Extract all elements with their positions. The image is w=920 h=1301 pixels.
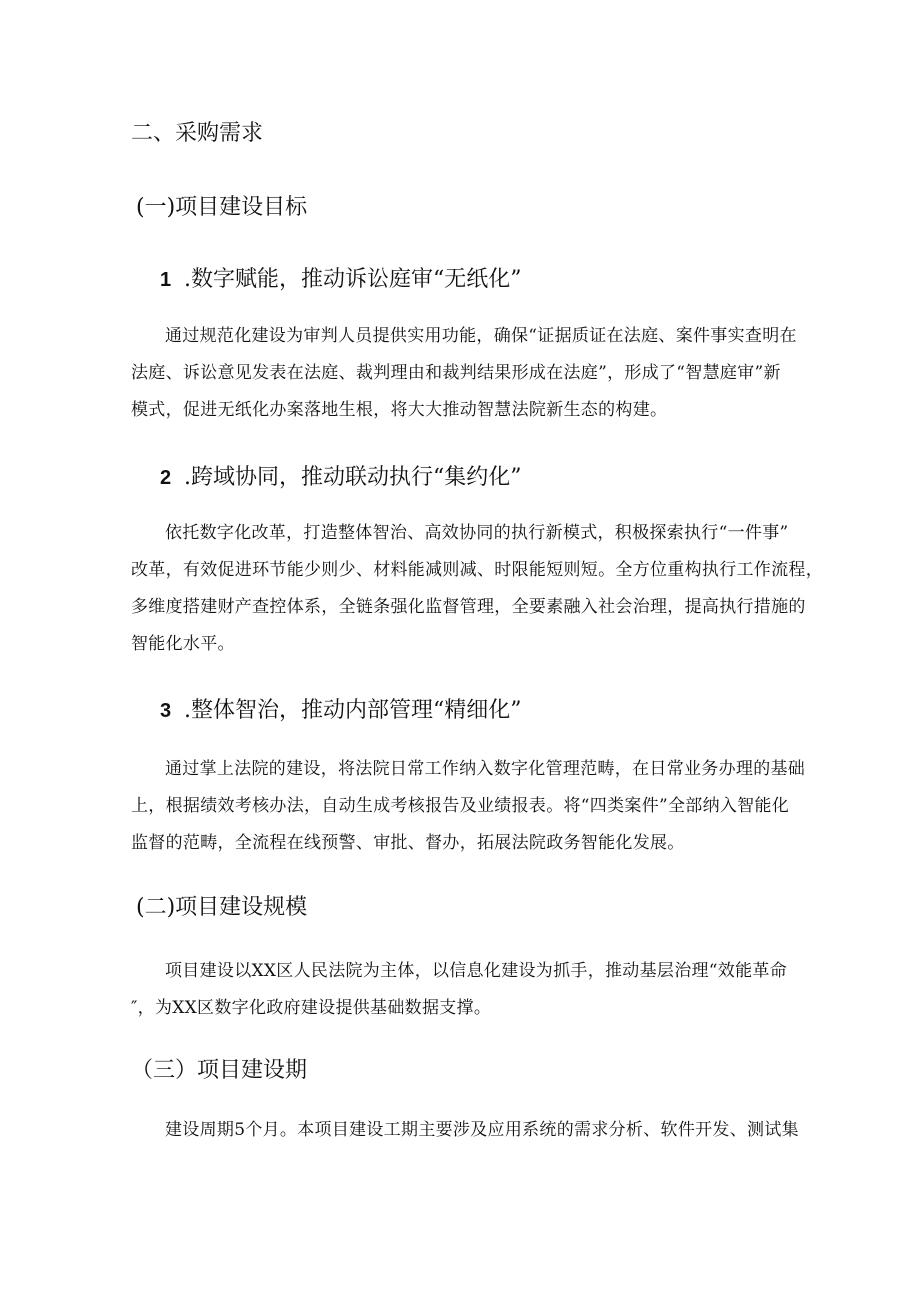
scale-line-1: 项目建设以XX区人民法院为主体，以信息化建设为抓手，推动基层治理“效能革命 <box>165 961 787 981</box>
scale-line-2: ″，为XX区数字化政府建设提供基础数据支撑。 <box>131 998 492 1018</box>
heading-project-period: （三）项目建设期 <box>131 1058 308 1083</box>
goal-3-number: 3 <box>160 700 172 722</box>
goal-2-title: .跨域协同，推动联动执行“集约化” <box>184 465 522 490</box>
goal-2-line-1: 依托数字化改革，打造整体智治、高效协同的执行新模式，积极探索执行“一件事” <box>165 523 789 543</box>
goal-3-line-3: 监督的范畴，全流程在线预警、审批、督办，拓展法院政务智能化发展。 <box>131 833 685 853</box>
goal-1-title: .数字赋能，推动诉讼庭审“无纸化” <box>184 267 522 292</box>
heading-goal-1 <box>160 262 522 293</box>
goal-2-line-2: 改革，有效促进环节能少则少、材料能减则减、时限能短则短。全方位重构执行工作流程， <box>131 560 823 580</box>
heading-goal-2 <box>160 460 522 491</box>
goal-2-line-4: 智能化水平。 <box>131 634 235 654</box>
heading-project-scale: (二)项目建设规模 <box>136 895 308 920</box>
goal-1-line-2: 法庭、诉讼意见发表在法庭、裁判理由和裁判结果形成在法庭”，形成了“智慧庭审”新 <box>131 363 781 383</box>
goal-2-line-3: 多维度搭建财产查控体系，全链条强化监督管理，全要素融入社会治理，提高执行措施的 <box>131 597 806 617</box>
goal-3-title: .整体智治，推动内部管理“精细化” <box>184 698 522 723</box>
period-line-1: 建设周期5个月。本项目建设工期主要涉及应用系统的需求分析、软件开发、测试集 <box>165 1120 799 1140</box>
heading-procurement-requirements: 二、采购需求 <box>131 121 264 146</box>
goal-1-number: 1 <box>160 269 172 291</box>
heading-goal-3 <box>160 693 522 724</box>
goal-1-line-3: 模式，促进无纸化办案落地生根，将大大推动智慧法院新生态的构建。 <box>131 400 668 420</box>
goal-3-line-1: 通过掌上法院的建设，将法院日常工作纳入数字化管理范畴，在日常业务办理的基础 <box>165 759 806 779</box>
goal-1-line-1: 通过规范化建设为审判人员提供实用功能，确保“证据质证在法庭、案件事实查明在 <box>165 326 797 346</box>
heading-project-goals: (一)项目建设目标 <box>136 195 308 220</box>
goal-2-number: 2 <box>160 467 172 489</box>
goal-3-line-2: 上，根据绩效考核办法，自动生成考核报告及业绩报表。将“四类案件”全部纳入智能化 <box>131 796 790 816</box>
